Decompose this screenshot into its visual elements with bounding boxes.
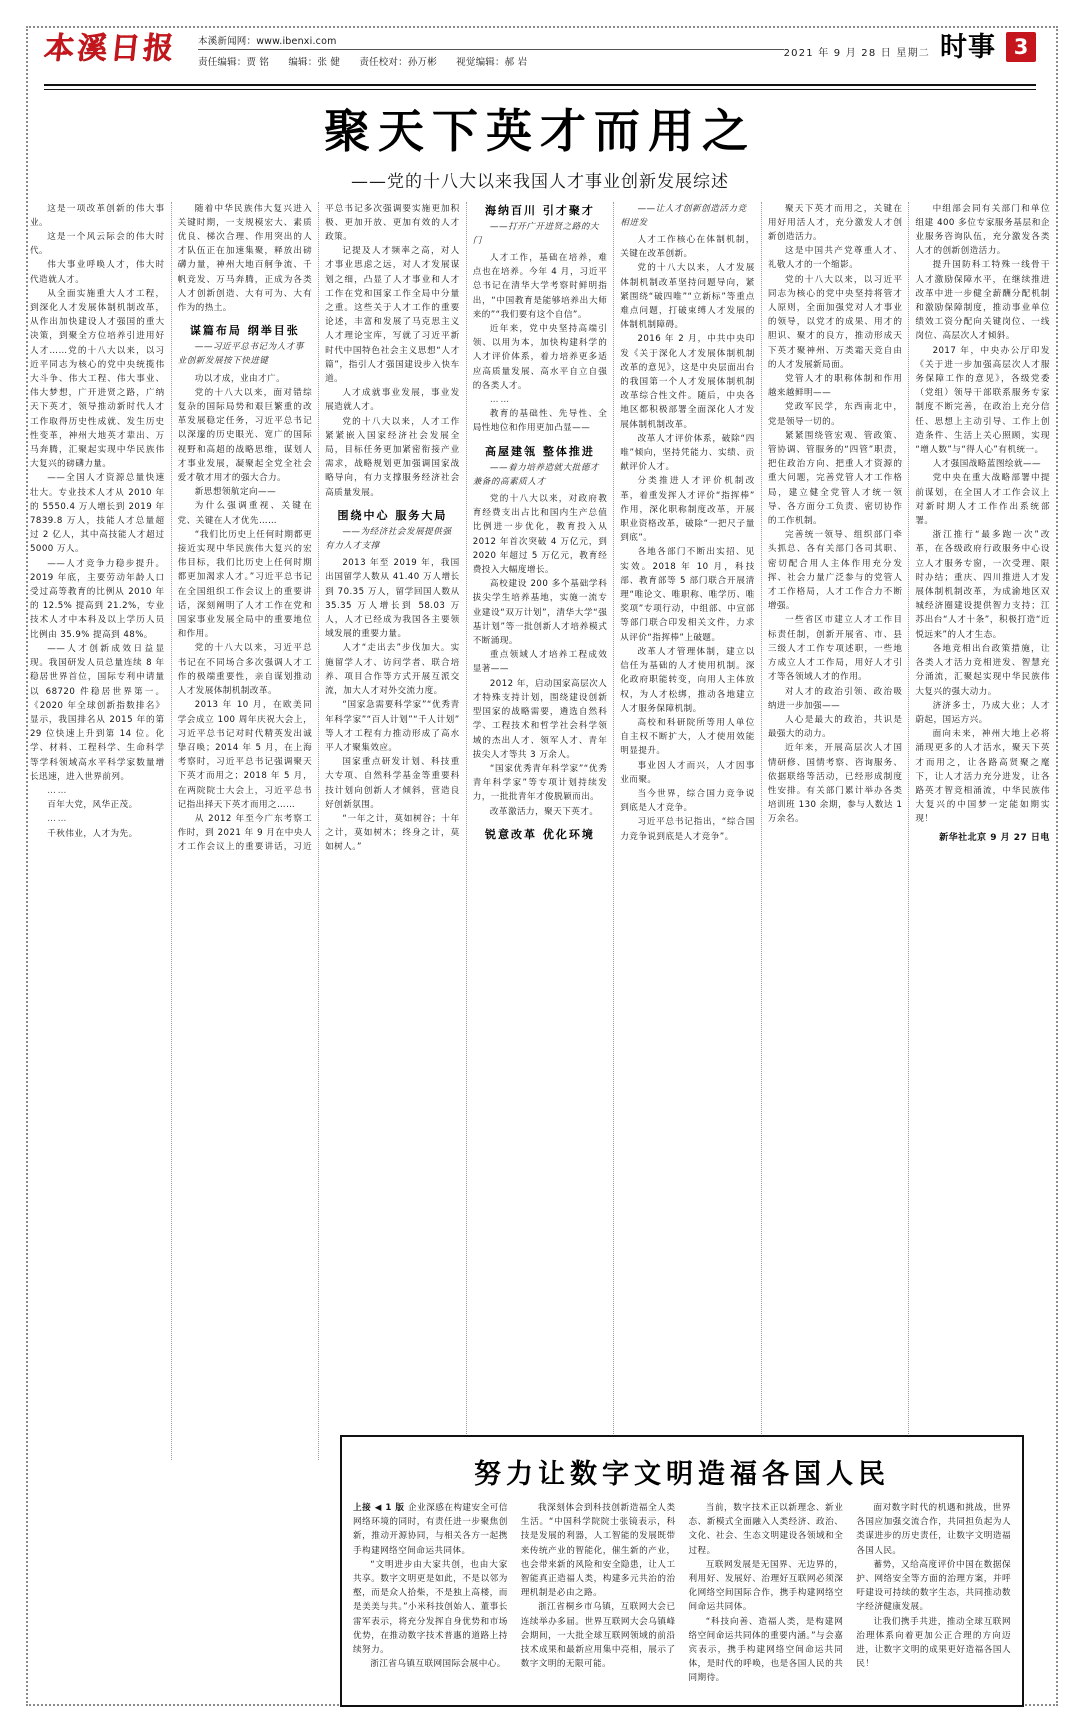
article-paragraph: 一些省区市建立人才工作目标责任制，创新开展省、市、县三级人才工作专项述职，一些地方成立人才工作局，用好人才引才等各领域人才的作用。 — [767, 615, 903, 683]
editor: 编辑：张 健 — [288, 57, 341, 68]
article-paragraph: 让我们携手共进，推动全球互联网治理体系向着更加公正合理的方向迈进，让数字文明的成果更好造福各国人民！ — [856, 1616, 1011, 1670]
section-title: 时事 — [940, 32, 996, 63]
article-paragraph: 人才成就事业发展，事业发展造就人才。 — [325, 388, 460, 413]
bottom-article — [340, 1435, 1024, 1707]
article-paragraph: 这是一个风云际会的伟大时代。 — [30, 232, 165, 257]
article-paragraph: 2013 年至 2019 年，我国出国留学人数从 41.40 万人增长到 70.35 万人，留学回国人数从 35.35 万人增长到 58.03 万人，人才已经成为我国各主要领域发展的重要力量。 — [325, 558, 460, 640]
article-paragraph: 浙江省乌镇互联网国际会展中心。 — [370, 1659, 506, 1670]
article-paragraph: 国家重点研发计划、科技重大专项、自然科学基金等重要科技计划向创新人才倾斜，营造良好创新氛围。 — [325, 757, 460, 810]
article-paragraph: “文明进步由大家共创，也由大家共享。数字文明更是如此，不是以邻为壑，而是众人拾柴，不是独上高楼，而是美美与共。”小米科技创始人、董事长雷军表示，将充分发挥自身优势和市场优势，在推动数字技术普惠的道路上持续努力。 — [353, 1559, 508, 1656]
article-paragraph: 党的十八大以来，人才发展体制机制改革坚持问题导向，紧紧围绕“破四唯”“立新标”等重点难点问题，打破束缚人才发展的体制机制障碍。 — [620, 263, 755, 331]
article-paragraph: 改革激活力，聚天下英才。 — [489, 806, 599, 817]
article-paragraph: 事业因人才而兴，人才因事业而聚。 — [620, 760, 755, 785]
newspaper-logo: 本溪日报 — [42, 31, 178, 66]
article-paragraph: 浙江省桐乡市乌镇，互联网大会已连续举办多届。世界互联网大会乌镇峰会期间，一大批全球互联网领域的前沿技术成果和最新应用集中亮相，展示了数字文明的无限可能。 — [520, 1602, 676, 1670]
article-paragraph: 高校和科研院所等用人单位自主权不断扩大，人才使用效能明显提升。 — [620, 717, 755, 757]
article-paragraph: ——人才竞争力稳步提升。2019 年底，主要劳动年龄人口受过高等教育的比例从 2010 年的 12.5% 提高到 21.2%，专业技术人才中本科及以上学历人员比例由 35.9% 提高到 48%。 — [30, 558, 165, 640]
paragraph-separator: …… — [47, 785, 69, 796]
article-paragraph: ——人才创新成效日益显现。我国研发人员总量连续 8 年稳居世界首位，国际专利申请量以 68720 件稳居世界第一。《2020 年全球创新指数排名》显示，我国排名从 2015 年的第 29 位快速上升到第 14 位。化学、材料、工程科学、生命科学等学科领域高水平科学家数量增长迅速，进入世界前列。 — [30, 643, 165, 782]
article-paragraph: 当前，数字技术正以新理念、新业态、新模式全面融入人类经济、政治、文化、社会、生态文明建设各领域和全过程。 — [688, 1503, 844, 1556]
article-paragraph: 2016 年 2 月，中共中央印发《关于深化人才发展体制机制改革的意见》，这是中央层面出台的我国第一个人才发展体制机制改革综合性文件。随后，中央各地区都积极部署全面深化人才发展体制机制改革。 — [620, 334, 755, 430]
article-paragraph: 济济多士，乃成大业；人才蔚起，国运方兴。 — [915, 700, 1050, 725]
article-paragraph: 千秋伟业，人才为先。 — [47, 828, 138, 839]
article-paragraph: 教育的基础性、先导性、全局性地位和作用更加凸显—— — [472, 409, 608, 434]
section-heading: 高屋建瓴 整体推进 — [485, 444, 595, 458]
article-paragraph: 党的十八大以来，以习近平同志为核心的党中央坚持将管才人原则，全面加强党对人才事业的领导，以党才的成果、用才的胆识、聚才的良方，推动形成天下英才聚神州、万类霜天竞自由的人才发展新局面。 — [767, 274, 903, 370]
article-paragraph: “我们比历史上任何时期都更接近实现中华民族伟大复兴的宏伟目标，我们比历史上任何时期都更加渴求人才。”习近平总书记在全国组织工作会议上的重要讲话，深刻阐明了人才工作在党和国家事业发展全局中的重要地位和作用。 — [177, 529, 313, 640]
article-paragraph: “国家急需要科学家”“优秀青年科学家”“百人计划”“千人计划”等人才工程有力推动形成了高水平人才聚集效应。 — [325, 700, 460, 753]
lead-subheadline: ——党的十八大以来我国人才事业创新发展综述 — [351, 171, 729, 192]
article-paragraph: 新思想领航定向—— — [194, 487, 277, 498]
article-paragraph: 对人才的政治引领、政治吸纳进一步加强—— — [767, 686, 903, 711]
bottom-article-title: 努力让数字文明造福各国人民 — [474, 1459, 890, 1490]
bottom-article-columns — [353, 1501, 1011, 1701]
article-paragraph: 党的十八大以来，习近平总书记在不同场合多次强调人才工作的极端重要性，亲自谋划推动人才发展体制机制改革。 — [177, 643, 313, 697]
masthead — [30, 26, 1050, 82]
section-subheading: ——着力培养造就大批德才兼备的高素质人才 — [472, 462, 600, 487]
article-paragraph: 完善统一领导、组织部门牵头抓总、各有关部门各司其职、密切配合用人主体作用充分发挥、社会力量广泛参与的党管人才工作格局，人才工作合力不断增强。 — [767, 530, 903, 612]
article-paragraph: 习近平总书记指出，“综合国力竞争说到底是人才竞争”。 — [620, 817, 755, 842]
article-paragraph: 重点领域人才培养工程成效显著—— — [472, 650, 608, 675]
article-paragraph: 面对数字时代的机遇和挑战，世界各国应加强交流合作，共同担负起为人类谋进步的历史责任，让数字文明造福各国人民。 — [856, 1503, 1011, 1556]
lead-article-body — [30, 202, 1050, 1460]
continuation-tag[interactable]: 上接 ◀ 1 版 — [353, 1503, 409, 1513]
article-paragraph: “一年之计，莫如树谷；十年之计，莫如树木；终身之计，莫如树人。” — [325, 813, 460, 853]
article-paragraph: 面向未来，神州大地上必将涌现更多的人才活水，聚天下英才而用之，让各路高贤聚之麾下，让人才活力充分进发，让各路英才智竞相涌流，中华民族伟大复兴的中国梦一定能如期实现！ — [915, 729, 1050, 825]
article-paragraph: 各地各部门不断出实招、见实效。2018 年 10 月，科技部、教育部等 5 部门联合开展清理“唯论文、唯职称、唯学历、唯奖项”专项行动，中组部、中宣部等部门联合印发相关文件，力求从评价“指挥棒”上破题。 — [620, 547, 755, 643]
article-paragraph: 分类推进人才评价机制改革，着重发挥人才评价“指挥棒”作用，深化职称制度改革，开展职业资格改革，破除“一把尺子量到底”。 — [620, 476, 755, 544]
article-paragraph: 党中央在重大战略部署中提前谋划，在全国人才工作会议上对新时期人才工作作出系统部署。 — [915, 473, 1050, 527]
article-paragraph: 中组部会同有关部门和单位组建 400 多位专家服务基层和企业服务咨询队伍，充分激发各类人才的创新创造活力。 — [915, 203, 1050, 257]
article-paragraph: 我深刻体会到科技创新造福全人类生活。“中国科学院院士张镜表示，科技是发展的利器，人工智能的发展既带来传统产业的智能化，催生新的产业，也会带来新的风险和安全隐患，让人工智能真正造福人类，构建多元共治的治理机制是必由之路。 — [520, 1503, 676, 1599]
article-paragraph: 这是一项改革创新的伟大事业。 — [30, 203, 165, 228]
article-paragraph: 2013 年 10 月，在欧美同学会成立 100 周年庆祝大会上，习近平总书记对时代精英发出诚挚召唤；2014 年 5 月，在上海考察时，习近平总书记强调聚天下英才而用之；2018 年 5 月，在两院院士大会上，习近平总书记指出择天下英才而用之…… — [177, 700, 313, 810]
article-paragraph: 当今世界，综合国力竞争说到底是人才竞争。 — [620, 788, 755, 814]
article-byline: 新华社北京 9 月 27 日电 — [939, 832, 1050, 843]
article-paragraph: 人才工作，基础在培养，难点也在培养。今年 4 月，习近平总书记在清华大学考察时鲜明指出，“中国教育是能够培养出大师来的”“我们要有这个自信”。 — [472, 253, 608, 320]
section-subheading: ——打开广开进贤之路的大门 — [472, 221, 600, 246]
page-title: 聚天下英才而用之 — [324, 104, 756, 158]
article-paragraph: 功以才成，业由才广。 — [194, 373, 286, 384]
article-paragraph: 高校建设 200 多个基础学科拔尖学生培养基地，实施一流专业建设“双万计划”，清华大学“强基计划”等一批创新人才培养模式不断涌现。 — [472, 579, 608, 647]
section-subheading: ——为经济社会发展提供强有力人才支撑 — [325, 526, 452, 552]
article-paragraph: 从 2012 年至今广东考察工作时，到 2021 年 9 月在中央人才工作会议上的重要讲话，习近平总书记多次强调要实施更加积极、更加开放、更加有效的人才政策。 — [177, 203, 460, 853]
article-paragraph: 为什么强调重视、关键在党、关键在人才优先…… — [177, 501, 313, 526]
article-paragraph: 伟大事业呼唤人才，伟大时代造就人才。 — [30, 260, 165, 285]
section-heading: 谋篇布局 纲举目张 — [189, 324, 300, 338]
article-paragraph: 浙江推行“最多跑一次”改革，在各级政府行政服务中心设立人才服务专窗，一次受理、限时办结；重庆、四川推进人才发展体制机制改革，为成渝地区双城经济圈建设提供智力支持；江苏出台“人才十条”，积极打造“近悦远来”的人才生态。 — [915, 530, 1050, 640]
article-paragraph — [353, 1501, 508, 1558]
article-paragraph: ——全国人才资源总量快速壮大。专业技术人才从 2010 年的 5550.4 万人增长到 2019 年 7839.8 万人，技能人才总量超过 2 亿人，其中高技能人才超过 5000 万人。 — [30, 473, 165, 555]
section-subheading: ——让人才创新创造活力竞相迸发 — [620, 203, 747, 228]
article-paragraph: 人心是最大的政治，共识是最强大的动力。 — [767, 714, 903, 740]
article-paragraph: 随着中华民族伟大复兴进入关键时期，一支规模宏大、素质优良、梯次合理、作用突出的人才队伍正在加速集聚，释放出磅礴力量，神州大地百舸争流、千帆竞发、万马奔腾，正成为各类人才创新创造、大有可为、大有作为的热土。 — [177, 203, 313, 314]
paragraph-separator: …… — [489, 395, 512, 406]
article-paragraph: 记提及人才频率之高，对人才事业思虑之远，对人才发展谋划之细，凸显了人才事业和人才工作在党和国家工作全局中分量之重。这些关于人才工作的重要论述，丰富和发展了马克思主义人才理论宝库，写就了习近平新时代中国特色社会主义思想“人才篇”，指引人才强国建设步入快车道。 — [325, 246, 460, 385]
article-paragraph: 近年来，开展高层次人才国情研修、国情考察、咨询服务、依据联络等活动，已经形成制度性安排。有关部门累计举办各类培训班 130 余期，参与人数达 1 万余名。 — [767, 743, 903, 825]
article-paragraph: 这是中国共产党尊重人才、礼敬人才的一个缩影。 — [767, 246, 903, 271]
page-number-badge: 3 — [1006, 32, 1036, 62]
article-paragraph: “国家优秀青年科学家”“优秀青年科学家”等专项计划持续发力，一批批青年才俊脱颖而出。 — [472, 763, 608, 803]
lead-headline-block — [30, 90, 1050, 198]
article-paragraph: 紧紧围绕管宏观、管政策、管协调、管服务的“四管”职责，把住政治方向、把重人才资源的重大问题，完善党管人才工作格局，建立健全党管人才统一领导、各方面分工负责、密切协作的工作机制。 — [767, 430, 903, 527]
article-paragraph: 党的十八大以来，对政府教育经费支出占比和国内生产总值比例进一步优化，教育投入从 2012 年首次突破 4 万亿元，到 2020 年超过 5 万亿元，教育经费投入大幅度增长。 — [472, 494, 608, 576]
visual-editor: 视觉编辑：郝 岩 — [456, 57, 528, 68]
article-paragraph: 人才“走出去”步伐加大。实施留学人才、访问学者、联合培养、项目合作等方式开展互派交流，加大人才对外交流力度。 — [325, 643, 460, 697]
masthead-credits — [192, 32, 784, 68]
article-paragraph: 互联网发展是无国界、无边界的，利用好、发展好、治理好互联网必须深化网络空间国际合作，携手构建网络空间命运共同体。 — [688, 1559, 844, 1613]
article-paragraph: 2017 年，中央办公厅印发《关于进一步加强高层次人才服务保障工作的意见》，各级党委（党组）领导干部联系服务专家制度不断完善，在政治上充分信任、思想上主动引导、工作上创造条件、生活上关心照顾，实现“增人数”与“得人心”有机统一。 — [915, 345, 1050, 456]
article-paragraph: 党政军民学，东西南北中，党是领导一切的。 — [767, 402, 903, 427]
article-paragraph: 党管人才的职称体制和作用越来越鲜明—— — [767, 374, 903, 399]
website-label: 本溪新闻网：www.ibenxi.com — [198, 33, 784, 50]
article-paragraph: 改革人才评价体系，破除“四唯”倾向，坚持凭能力、实绩、贡献评价人才。 — [620, 433, 755, 473]
masthead-right — [784, 32, 1036, 64]
section-heading: 海纳百川 引才聚才 — [485, 203, 595, 217]
article-paragraph: “科技向善、造福人类，是构建网络空间命运共同体的重要内涵。”与会嘉宾表示，携手构建网络空间命运共同体，是时代的呼唤，也是各国人民的共同期待。 — [688, 1616, 844, 1684]
editor-credits — [198, 54, 784, 68]
article-paragraph: 改革人才管理体制，建立以信任为基础的人才使用机制。深化政府职能转变，向用人主体放权，为人才松绑，推动各地建立人才服务保障机制。 — [620, 646, 755, 714]
article-paragraph: 2012 年，启动国家高层次人才特殊支持计划，围绕建设创新型国家的战略需要，遴选自然科学、工程技术和哲学社会科学领域的杰出人才、领军人才、青年拔尖人才等共 3 万余人。 — [472, 678, 608, 760]
section-heading: 围绕中心 服务大局 — [337, 508, 448, 522]
lead-article-columns — [30, 202, 1050, 1460]
article-paragraph: 近年来，党中央坚持高端引领、以用为本，加快构建科学的人才评价体系，着力培养更多适应高质量发展、高水平自立自强的各类人才。 — [472, 324, 608, 391]
paragraph-text: 企业深感在构建安全可信网络环境的同时，有责任进一步聚焦创新，推动开源协同，与相关各方一起携手构建网络空间命运共同体。 — [353, 1503, 508, 1556]
article-paragraph: 各地竞相出台政策措施，让各类人才活力竞相迸发、智慧充分涌流，汇聚起实现中华民族伟大复兴的强大动力。 — [915, 643, 1050, 697]
section-heading: 锐意改革 优化环境 — [485, 827, 595, 841]
article-paragraph: 党的十八大以来，人才工作紧紧嵌入国家经济社会发展全局，目标任务更加紧密衔接产业需求，战略规划更加强调国家战略导向，有力支撑服务经济社会高质量发展。 — [325, 416, 460, 498]
article-paragraph: 聚天下英才而用之，关键在用好用活人才，充分激发人才创新创造活力。 — [767, 203, 903, 242]
article-paragraph: 党的十八大以来，面对错综复杂的国际局势和艰巨繁重的改革发展稳定任务，习近平总书记以深邃的历史眼光、宽广的国际视野和高超的战略思维，谋划人才事业发展，凝聚起全党全社会爱才敬才用才的强大合力。 — [177, 387, 313, 484]
article-paragraph: 人才强国战略蓝图绘就—— — [932, 459, 1042, 470]
proofreader: 责任校对：孙万彬 — [359, 57, 437, 68]
section-subheading: ——习近平总书记为人才事业创新发展按下快进键 — [177, 342, 304, 367]
article-paragraph: 百年大党，风华正茂。 — [47, 800, 138, 811]
publication-date: 2021 年 9 月 28 日 星期二 — [783, 48, 930, 59]
article-paragraph: 提升国防科工特殊一线骨干人才激励保障水平，在继续推进改革中进一步健全薪酬分配机制和激励保障制度，推动事业单位绩效工资分配向关键岗位、一线岗位、高层次人才倾斜。 — [915, 260, 1050, 342]
responsible-editor: 责任编辑：贾 铭 — [198, 57, 270, 68]
article-paragraph: 蓄势，又给高度评价中国在数据保护、网络安全等方面的治理方案，并呼吁建设可持续的数字生态，共同推动数字经济健康发展。 — [856, 1559, 1011, 1613]
article-paragraph: 从全面实施重大人才工程，到深化人才发展体制机制改革，从作出加快建设人才强国的重大决策，到聚全方位培养引进用好人才……党的十八大以来，以习近平同志为核心的党中央统揽伟大斗争、伟大工程、伟大事业、伟大梦想，广开进贤之路，广纳天下英才，领导推动新时代人才工作取得历史性成就、发生历史性变革，神州大地英才辈出、万马奔腾，汇聚起实现中华民族伟大复兴的磅礴力量。 — [30, 288, 165, 470]
article-paragraph: 人才工作核心在体制机制，关键在改革创新。 — [620, 235, 755, 260]
paragraph-separator: …… — [47, 814, 69, 825]
